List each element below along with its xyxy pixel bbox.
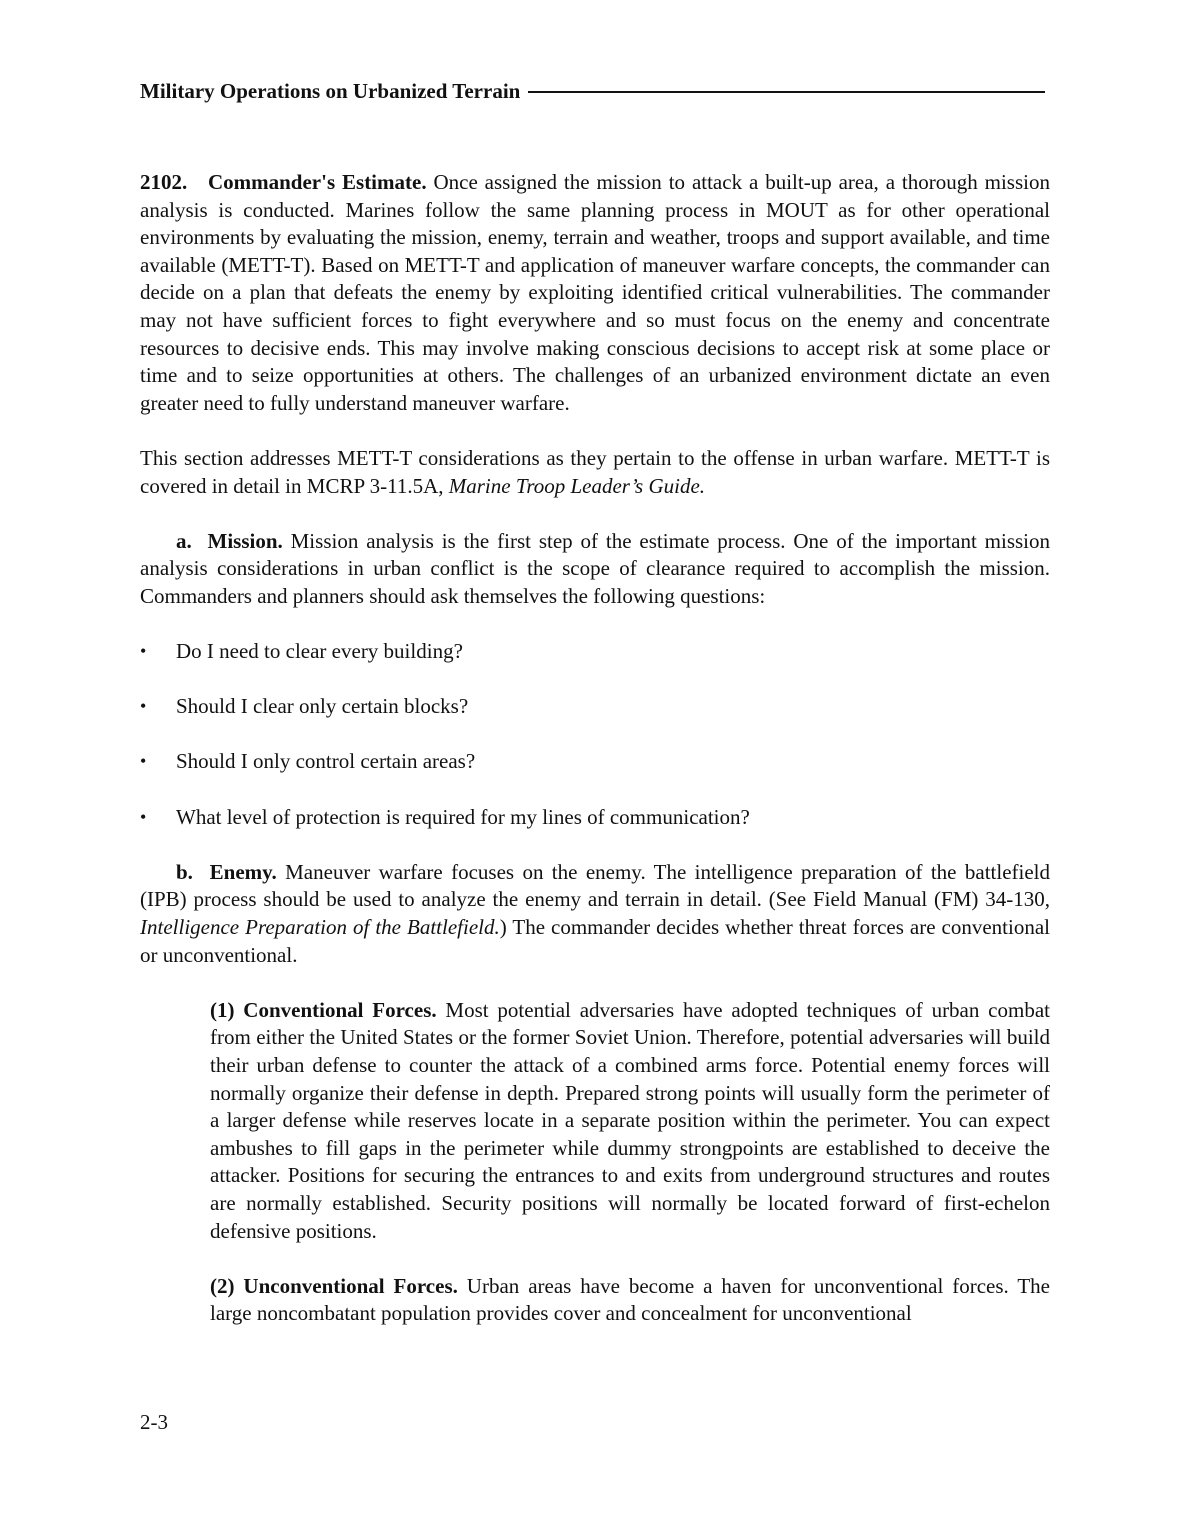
section-scope-text: This section addresses METT-T considerations as they pertain to the offense in urban warfare. METT-T is covered in detail in MCRP 3-11.5A, xyxy=(140,445,1050,498)
mission-heading: Mission. xyxy=(207,528,283,553)
question-text: What level of protection is required for my lines of communication? xyxy=(176,804,750,829)
conventional-heading: (1) Conventional Forces. xyxy=(210,997,437,1022)
enemy-label: b. xyxy=(176,859,193,884)
list-item xyxy=(140,693,1050,721)
paragraph-enemy xyxy=(140,859,1050,969)
bullet-icon: • xyxy=(140,641,147,662)
enemy-subsections xyxy=(210,997,1050,1328)
question-text: Should I only control certain areas? xyxy=(176,749,476,774)
question-text: Should I clear only certain blocks? xyxy=(176,694,469,719)
conventional-text: Most potential adversaries have adopted techniques of urban combat from either the United States or the former Soviet Union. Therefore, potential adversaries will build their urban defense to counter the attack of a combined arms force. Potential enemy forces will normally organize their defense in depth. Prepared strong points will usually form the perimeter of a larger defense while reserves locate in a separate position within the perimeter. You can expect ambushes to fill gaps in the perimeter while dummy strongpoints are established to deceive the attacker. Positions for securing the entrances to and exits from underground structures and routes are normally established. Security positions will normally be located forward of first-echelon defensive positions. xyxy=(210,997,1050,1243)
paragraph-commanders-estimate xyxy=(140,169,1050,417)
paragraph-section-scope xyxy=(140,445,1050,500)
bullet-icon: • xyxy=(140,806,147,827)
header-rule xyxy=(528,91,1045,93)
reference-ipb-manual: Intelligence Preparation of the Battlefield. xyxy=(140,915,500,940)
section-text: Once assigned the mission to attack a built-up area, a thorough mission analysis is conducted. Marines follow the same planning process in MOUT as for other operational environments by evaluating the mission, enemy, terrain and weather, troops and support available, and time available (METT-T). Based on METT-T and application of maneuver warfare concepts, the commander can decide on a plan that defeats the enemy by exploiting identified critical vulnerabilities. The commander may not have sufficient forces to fight everywhere and so must focus on the enemy and concentrate resources to decisive ends. This may involve making conscious decisions to accept risk at some place or time and to seize opportunities at others. The challenges of an urbanized environment dictate an even greater need to fully understand maneuver warfare. xyxy=(140,170,1050,415)
unconventional-text: Urban areas have become a haven for unconventional forces. The large noncombatant population provides cover and concealment for unconventional xyxy=(210,1273,1050,1326)
page-body xyxy=(140,169,1050,1328)
paragraph-mission xyxy=(140,528,1050,611)
bullet-icon: • xyxy=(140,751,147,772)
enemy-heading: Enemy. xyxy=(209,859,277,884)
bullet-icon: • xyxy=(140,696,147,717)
header-title: Military Operations on Urbanized Terrain xyxy=(140,79,521,103)
enemy-text-1: Maneuver warfare focuses on the enemy. The intelligence preparation of the battlefield (IPB) process should be used to analyze the enemy and terrain in detail. (See Field Manual (FM) 34-130, xyxy=(140,859,1050,912)
reference-troop-leaders-guide: Marine Troop Leader’s Guide. xyxy=(448,473,706,498)
mission-text: Mission analysis is the first step of the estimate process. One of the important mission analysis considerations in urban conflict is the scope of clearance required to accomplish the mission. Commanders and planners should ask themselves the following questions: xyxy=(140,528,1050,608)
list-item xyxy=(140,748,1050,776)
mission-questions-list xyxy=(140,638,1050,831)
list-item xyxy=(140,638,1050,666)
paragraph-unconventional-forces xyxy=(210,1273,1050,1328)
mission-label: a. xyxy=(176,528,192,553)
section-number: 2102. xyxy=(140,170,188,194)
list-item xyxy=(140,804,1050,832)
paragraph-conventional-forces xyxy=(210,997,1050,1245)
running-header xyxy=(140,78,1045,104)
section-heading: Commander's Estimate. xyxy=(207,170,427,194)
enemy-text-2: ) The commander decides whether threat forces are conventional or unconventional. xyxy=(140,915,1050,967)
question-text: Do I need to clear every building? xyxy=(176,639,463,664)
unconventional-heading: (2) Unconventional Forces. xyxy=(210,1273,458,1298)
page-number: 2-3 xyxy=(140,1410,168,1434)
